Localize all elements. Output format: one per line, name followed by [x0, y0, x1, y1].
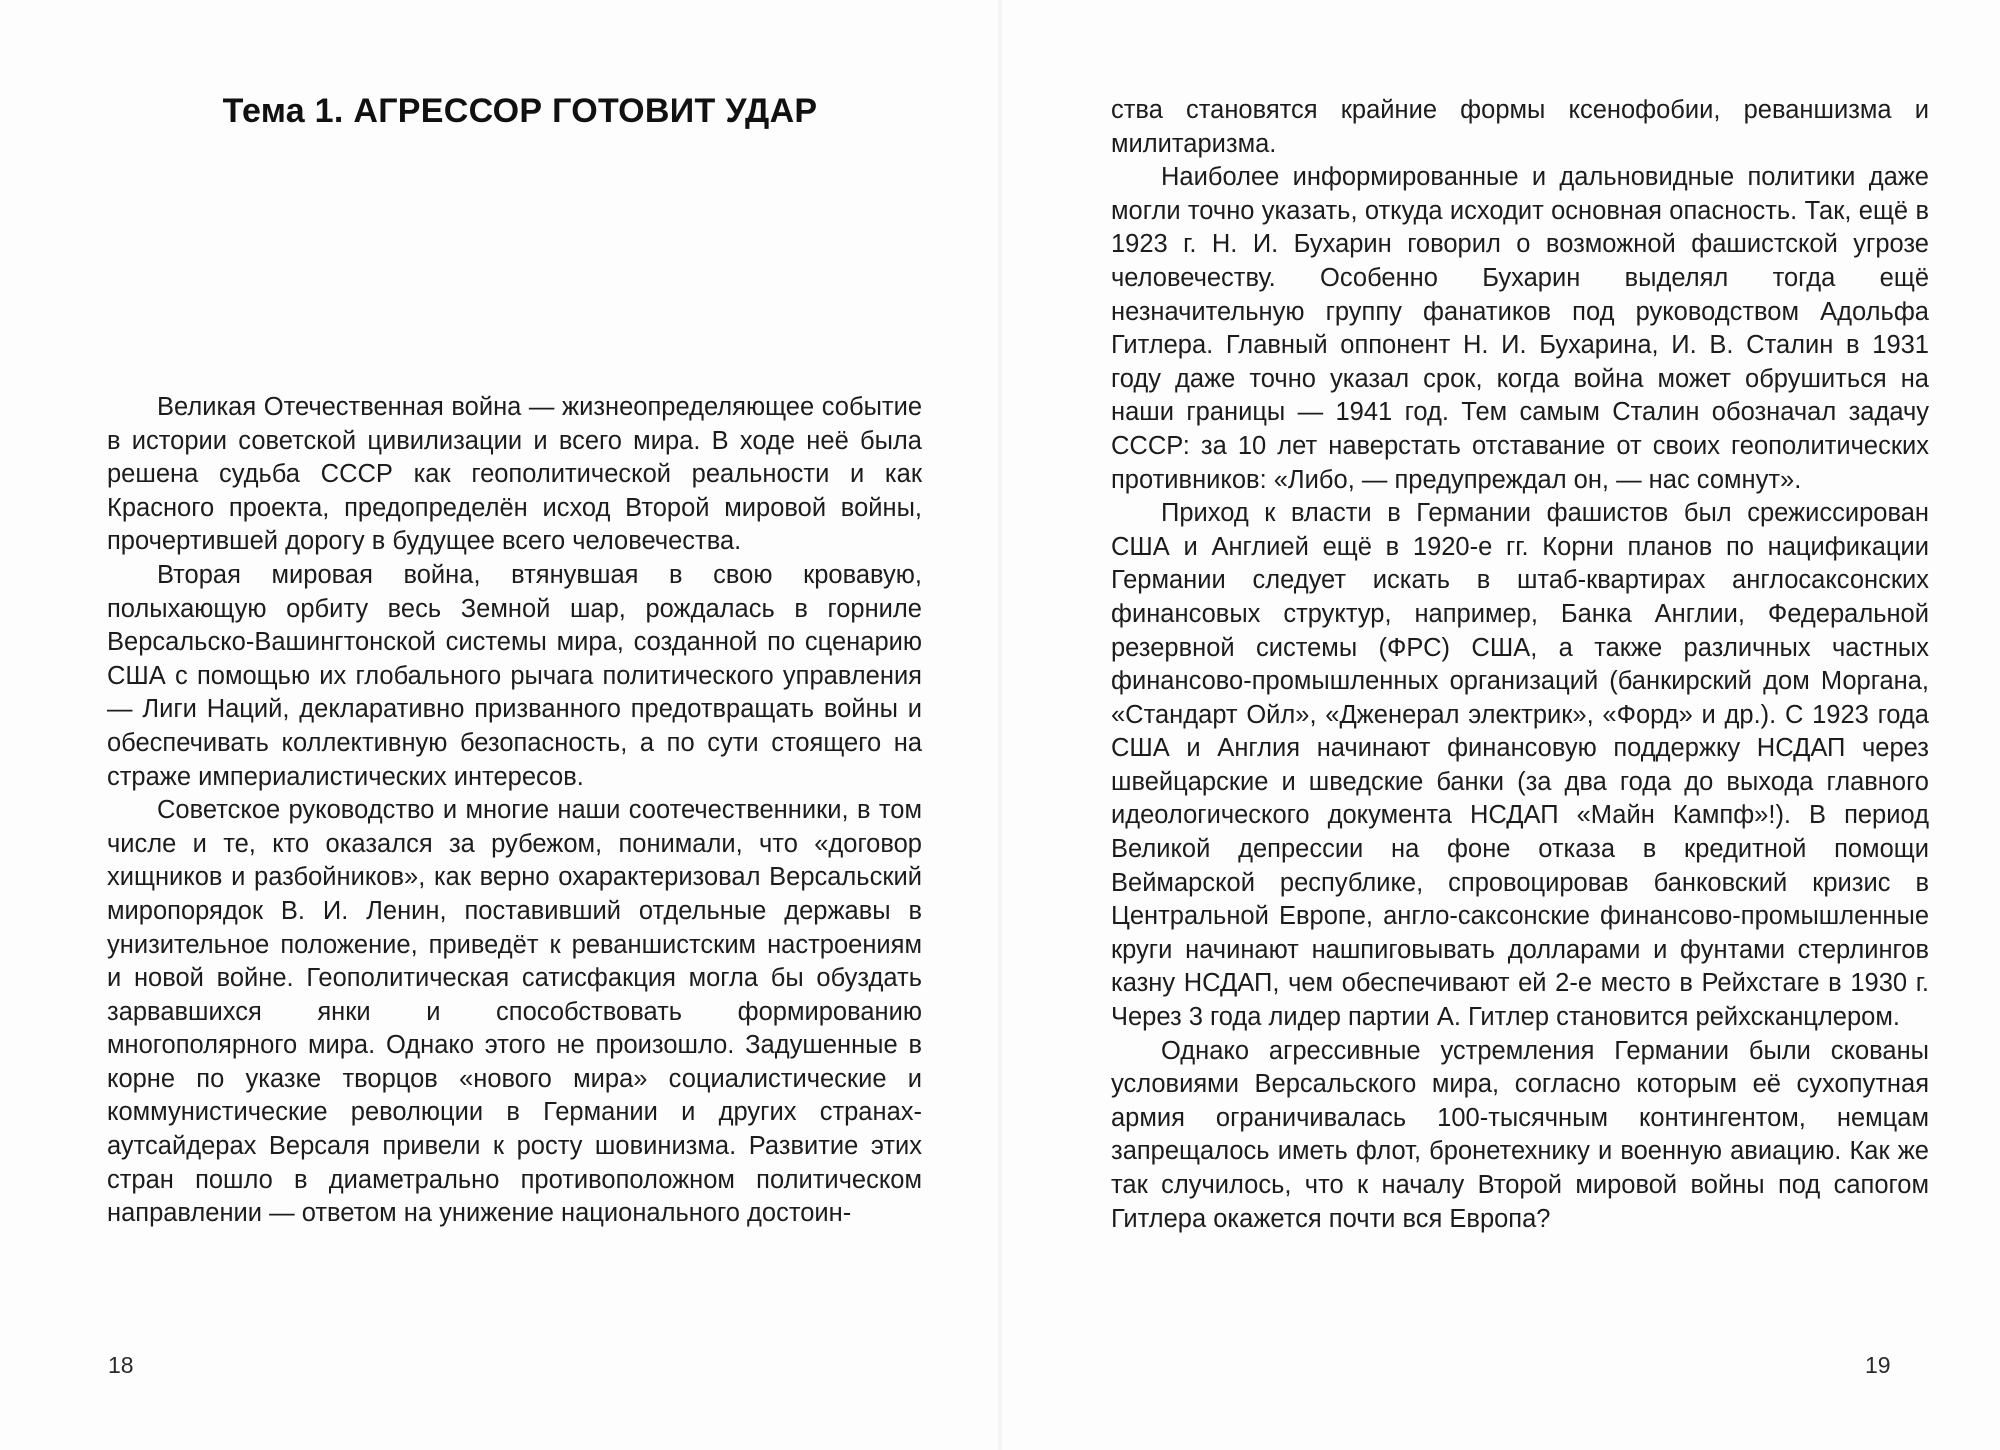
- left-page-body: [107, 391, 922, 1231]
- right-paragraph-2: Приход к власти в Германии фашистов был срежиссирован США и Англией ещё в 1920-е гг. Корни планов по нацификации Германии следует искать в штаб-квартирах англосаксонских финансовых структур, например, Банка Англии, Федеральной резервной системы (ФРС) США, а также различных частных финансово-промышленных организаций (банкирский дом Моргана, «Стандарт Ойл», «Дженерал электрик», «Форд» и др.). С 1923 года США и Англия начинают финансовую поддержку НСДАП через швейцарские и шведские банки (за два года до выхода главного идеологического документа НСДАП «Майн Кампф»!). В период Великой депрессии на фоне отказа в кредитной помощи Веймарской республике, спровоцировав банковский кризис в Центральной Европе, англо-саксонские финансово-промышленные круги начинают нашпиговывать долларами и фунтами стерлингов казну НСДАП, чем обеспечивают ей 2-е место в Рейхстаге в 1930 г. Через 3 года лидер партии А. Гитлер становится рейхсканцлером.: [1111, 499, 1929, 1032]
- left-paragraph-1: Великая Отечественная война — жизнеопределяющее событие в истории советской цивилизации и всего мира. В ходе неё была решена судьба СССР как геополитической реальности и как Красного проекта, предопределён исход Второй мировой войны, прочертившей дорогу в будущее всего человечества.: [107, 393, 922, 556]
- right-page: [1000, 0, 2000, 1450]
- chapter-title: Тема 1. АГРЕССОР ГОТОВИТ УДАР: [222, 92, 818, 130]
- right-paragraph-1: Наиболее информированные и дальновидные политики даже могли точно указать, откуда исходит основная опасность. Так, ещё в 1923 г. Н. И. Бухарин говорил о возможной фашистской угрозе человечеству. Особенно Бухарин выделял тогда ещё незначительную группу фанатиков под руководством Адольфа Гитлера. Главный оппонент Н. И. Бухарина, И. В. Сталин в 1931 году даже точно указал срок, когда война может обрушиться на наши границы — 1941 год. Тем самым Сталин обозначал задачу СССР: за 10 лет наверстать отставание от своих геополитических противников: «Либо, — предупреждал он, — нас сомнут».: [1111, 163, 1929, 494]
- page-number-right: 19: [1865, 1352, 1891, 1378]
- right-page-body: [1111, 94, 1929, 1236]
- left-paragraph-3: Советское руководство и многие наши соотечественники, в том числе и те, кто оказался за рубежом, понимали, что «договор хищников и разбойников», как верно охарактеризовал Версальский миропорядок В. И. Ленин, поставивший отдельные державы в унизительное положение, приведёт к реваншистским настроениям и новой войне. Геополитическая сатисфакция могла бы обуздать зарвавшихся янки и способствовать формированию многополярного мира. Однако этого не произошло. Задушенные в корне по указке творцов «нового мира» социалистические и коммунистические революции в Германии и других странах-аутсайдерах Версаля привели к росту шовинизма. Развитие этих стран пошло в диаметрально противоположном политическом направлении — ответом на унижение национального достоин-: [107, 796, 922, 1228]
- right-continuation: ства становятся крайние формы ксенофобии, реваншизма и милитаризма.: [1111, 96, 1929, 158]
- right-paragraph-3: Однако агрессивные устремления Германии были скованы условиями Версальского мира, согласно которым её сухопутная армия ограничивалась 100-тысячным контингентом, немцам запрещалось иметь флот, бронетехнику и военную авиацию. Как же так случилось, что к началу Второй мировой войны под сапогом Гитлера окажется почти вся Европа?: [1111, 1036, 1929, 1233]
- page-number-left: 18: [108, 1352, 134, 1378]
- left-paragraph-2: Вторая мировая война, втянувшая в свою кровавую, полыхающую орбиту весь Земной шар, рождалась в горниле Версальско-Вашингтонской системы мира, созданной по сценарию США с помощью их глобального рычага политического управления — Лиги Наций, декларативно призванного предотвращать войны и обеспечивать коллективную безопасность, а по сути стоящего на страже империалистических интересов.: [107, 560, 922, 791]
